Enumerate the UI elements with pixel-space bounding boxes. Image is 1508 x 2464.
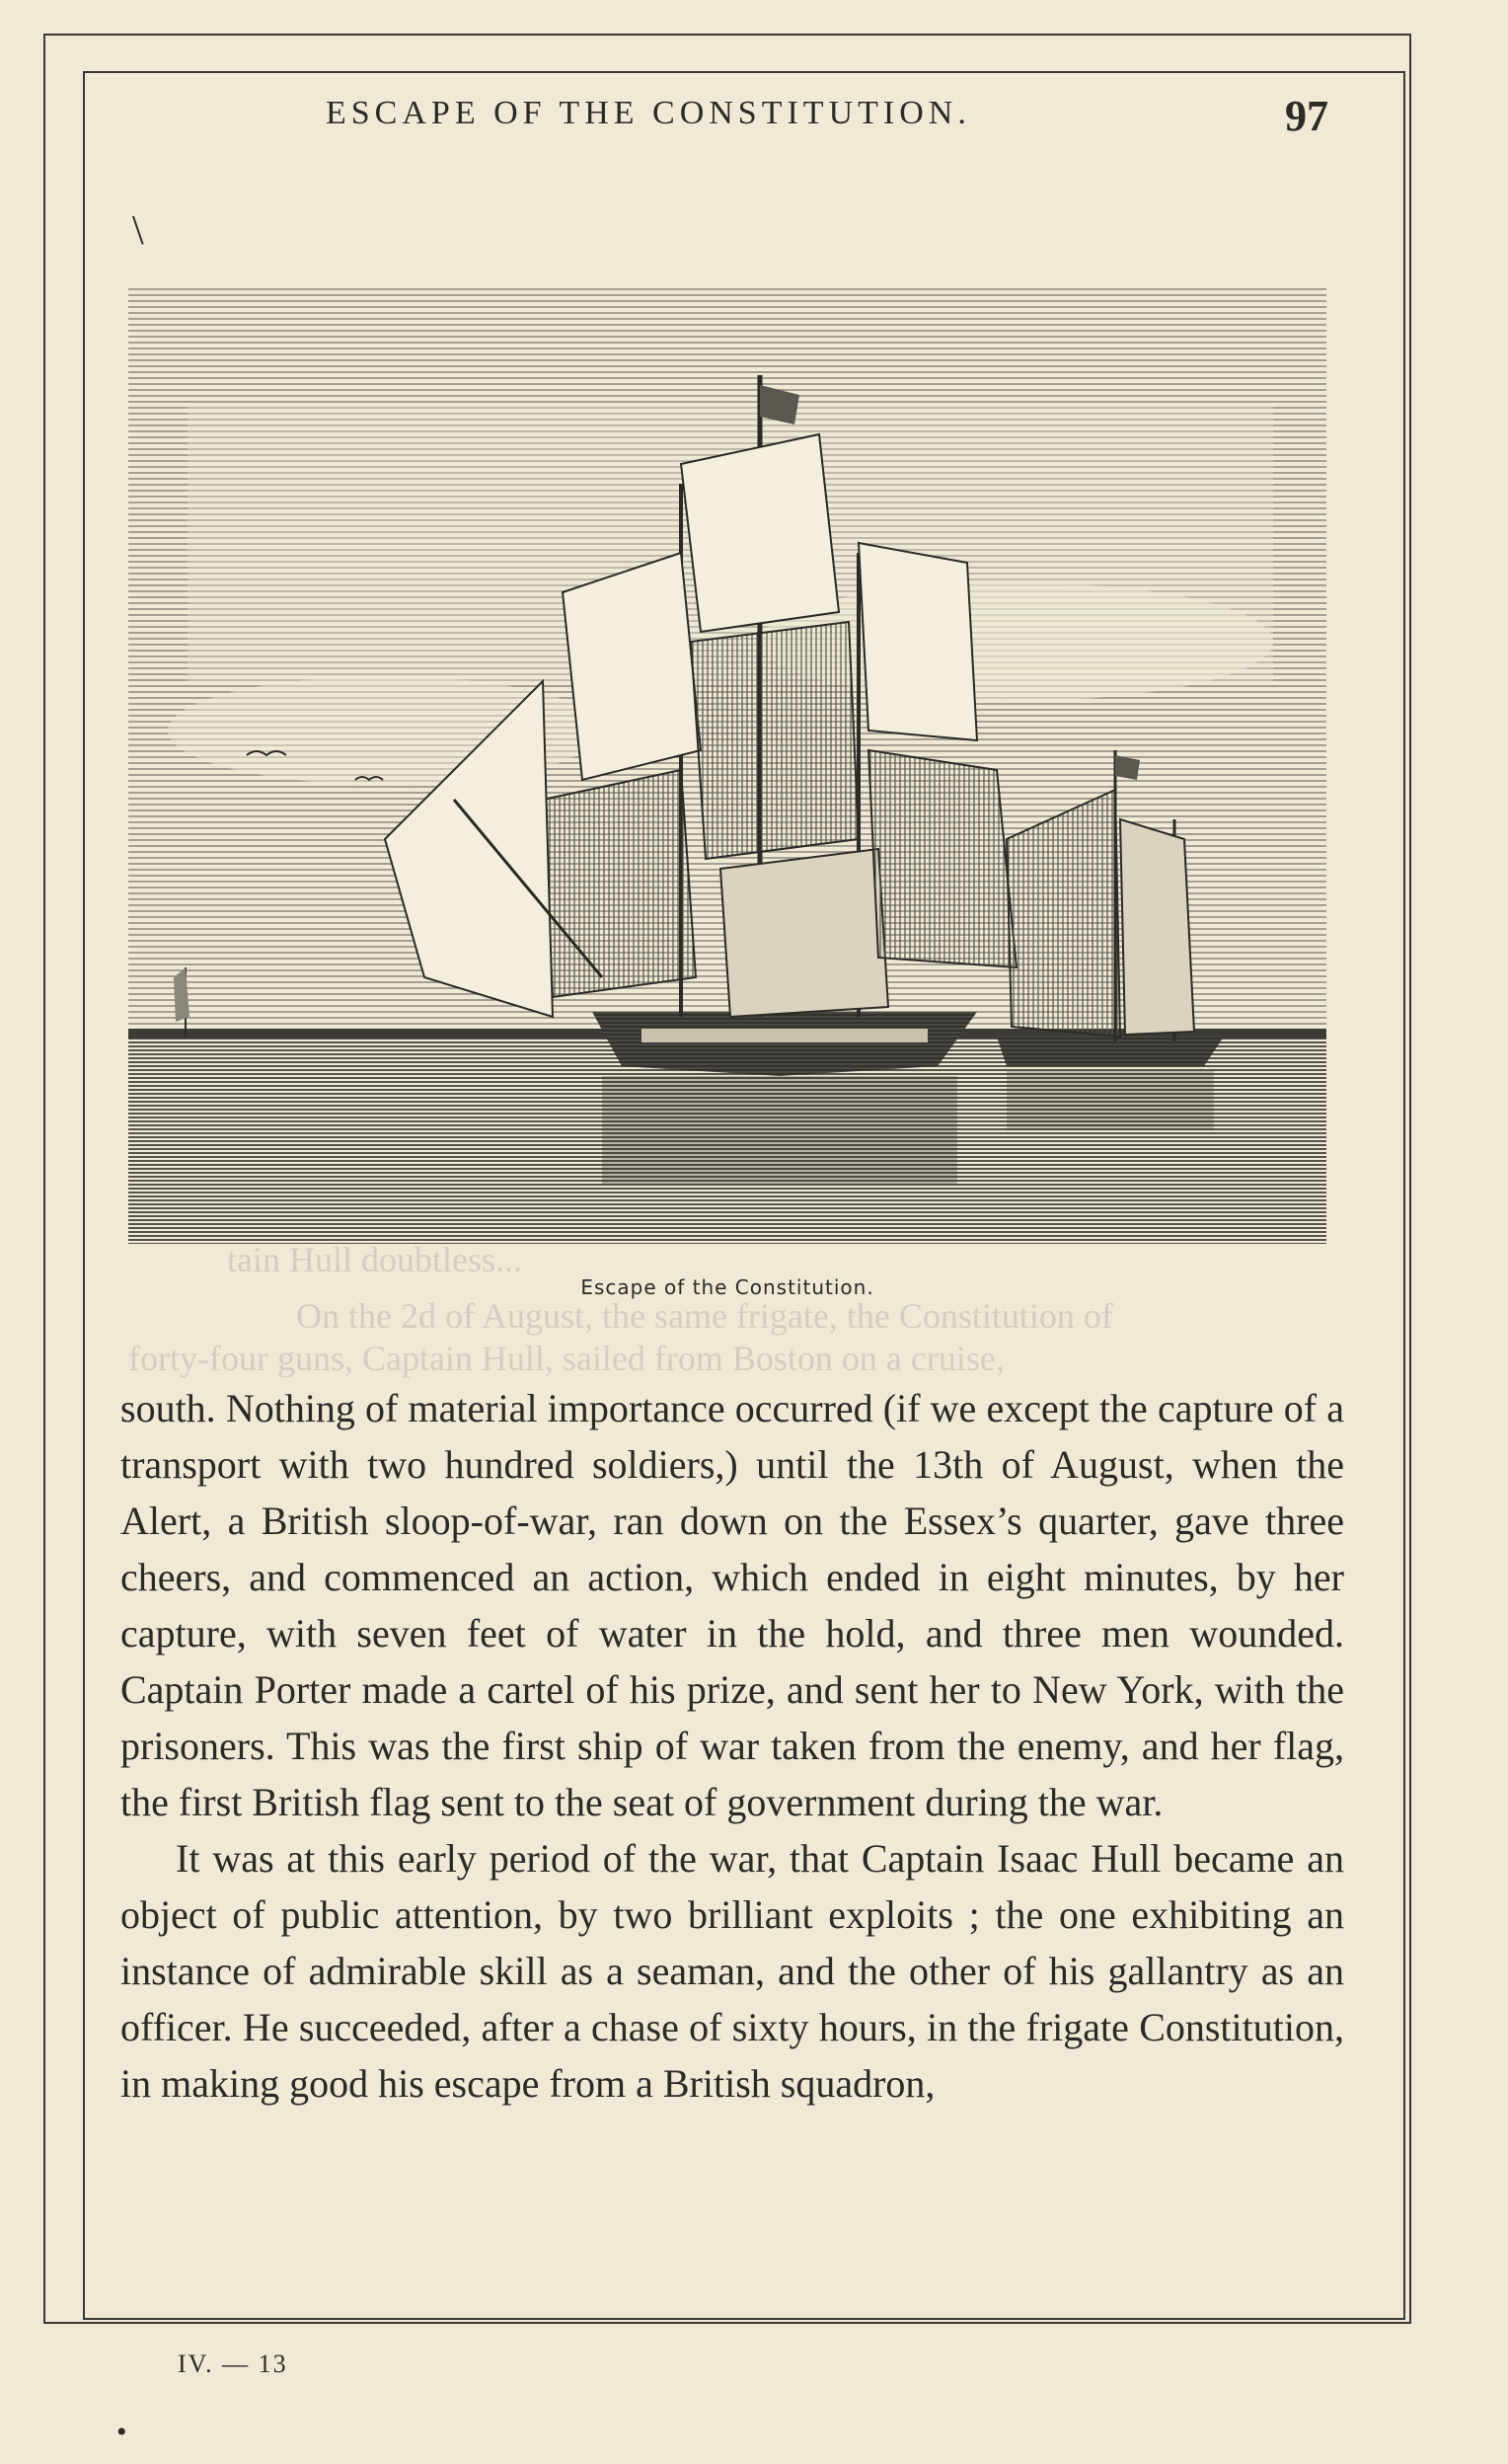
illustration-caption: Escape of the Constitution. <box>580 1275 874 1299</box>
paragraph: It was at this early period of the war, that Captain Isaac Hull became an object of public attention, by two brilliant exploits ; the one exhibiting an instance of admirable skill as a seaman, and the other of his gallantry as an officer. He succeeded, after a chase of sixty hours, in the frigate Constitution, in making good his escape from a British squadron, <box>120 1836 1344 2106</box>
sail <box>859 543 977 740</box>
signature-mark: IV. — 13 <box>178 2349 288 2378</box>
running-head: ESCAPE OF THE CONSTITUTION. <box>326 95 971 131</box>
bleed-through-text: forty-four guns, Captain Hull, sailed from Boston on a cruise, <box>128 1339 1005 1378</box>
bleed-through-text: tain Hull doubtless... <box>227 1240 522 1279</box>
ship-hull <box>997 1037 1224 1066</box>
page-number: 97 <box>1285 92 1328 140</box>
sail <box>720 849 888 1017</box>
sail <box>543 770 696 997</box>
bleed-through-text: On the 2d of August, the same frigate, the Constitution of <box>296 1296 1113 1336</box>
sail <box>691 622 859 859</box>
body-text <box>120 1380 1344 2112</box>
margin-mark: \ <box>132 208 144 254</box>
sail <box>681 434 839 632</box>
printer-dot: • <box>116 2416 127 2448</box>
paragraph: south. Nothing of material importance occurred (if we except the capture of a transport with two hundred soldiers,) until the 13th of August, when the Alert, a British sloop-of-war, ran down on the Essex’s quarter, gave three cheers, and commenced an action, which ended in eight minutes, by her capture, with seven feet of water in the hold, and three men wounded. Captain Porter made a cartel of his prize, and sent her to New York, with the prisoners. This was the first ship of war taken from the enemy, and her flag, the first British flag sent to the seat of government during the war. <box>120 1386 1344 1824</box>
sail <box>868 750 1017 967</box>
sail <box>563 553 701 780</box>
ship-engraving <box>128 286 1326 1244</box>
gunport-band <box>641 1029 928 1042</box>
sail <box>1120 819 1194 1035</box>
frigate-hull <box>592 1012 977 1076</box>
